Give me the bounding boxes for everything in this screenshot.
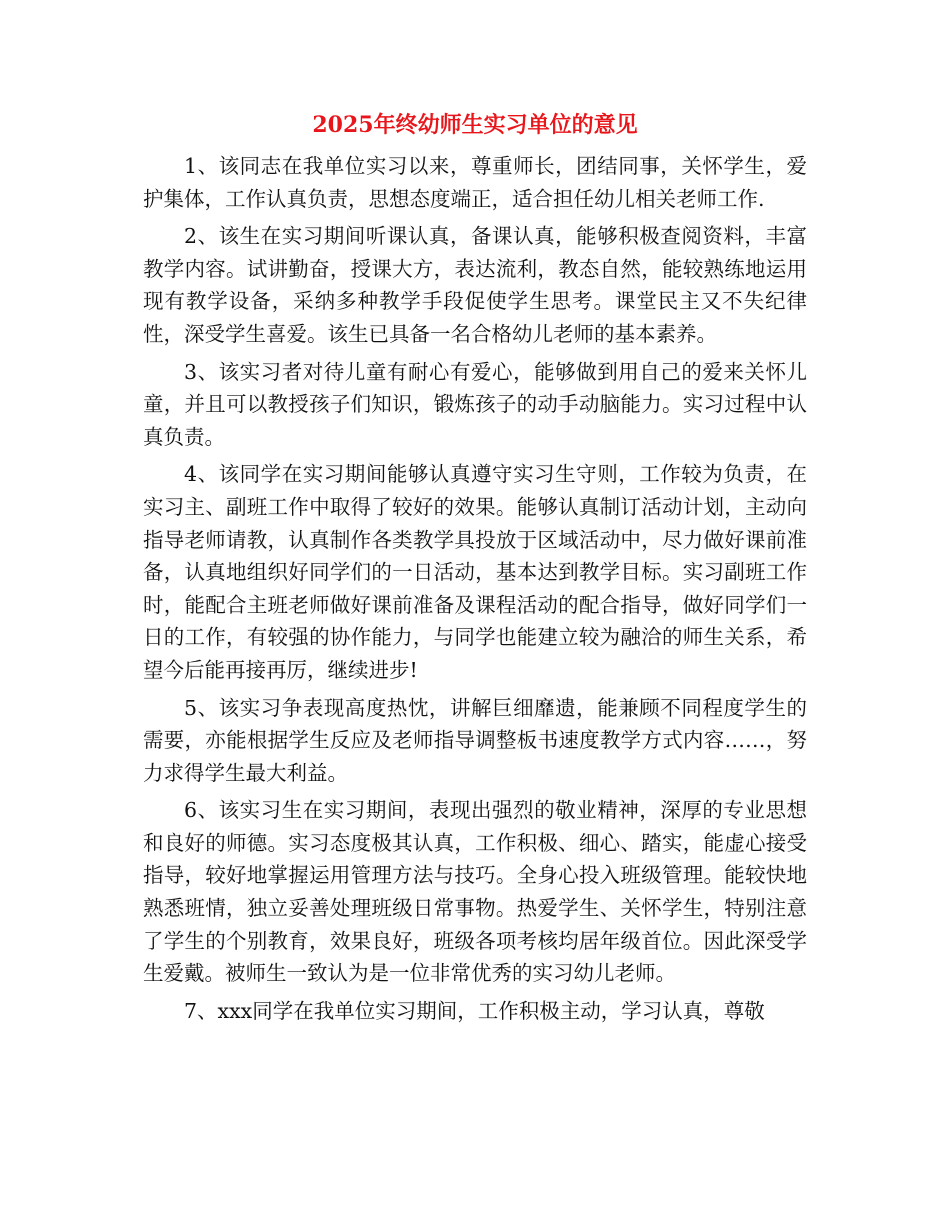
paragraph-7: 7、xxx同学在我单位实习期间，工作积极主动，学习认真，尊敬: [184, 998, 765, 1023]
document-body: [143, 150, 807, 1032]
document-title: 2025年终幼师生实习单位的意见: [312, 112, 638, 138]
paragraph-3: 3、该实习者对待儿童有耐心有爱心，能够做到用自己的爱来关怀儿童，并且可以教授孩子们知识，锻炼孩子的动手动脑能力。实习过程中认真负责。: [143, 359, 807, 449]
paragraph-2: 2、该生在实习期间听课认真，备课认真，能够积极查阅资料，丰富教学内容。试讲勤奋，授课大方，表达流利，教态自然，能较熟练地运用现有教学设备，采纳多种教学手段促使学生思考。课堂民主又不失纪律性，深受学生喜爱。该生已具备一名合格幼儿老师的基本素养。: [143, 224, 807, 346]
paragraph-5: 5、该实习争表现高度热忱，讲解巨细靡遗，能兼顾不同程度学生的需要，亦能根据学生反应及老师指导调整板书速度教学方式内容……，努力求得学生最大利益。: [143, 695, 807, 785]
paragraph-1: 1、该同志在我单位实习以来，尊重师长，团结同事，关怀学生，爱护集体，工作认真负责，思想态度端正，适合担任幼儿相关老师工作.: [143, 154, 807, 211]
paragraph-4: 4、该同学在实习期间能够认真遵守实习生守则，工作较为负责，在实习主、副班工作中取得了较好的效果。能够认真制订活动计划，主动向指导老师请教，认真制作各类教学具投放于区域活动中，尽力做好课前准备，认真地组织好同学们的一日活动，基本达到教学目标。实习副班工作时，能配合主班老师做好课前准备及课程活动的配合指导，做好同学们一日的工作，有较强的协作能力，与同学也能建立较为融洽的师生关系，希望今后能再接再厉，继续进步!: [143, 462, 807, 682]
paragraph-6: 6、该实习生在实习期间，表现出强烈的敬业精神，深厚的专业思想和良好的师德。实习态度极其认真，工作积极、细心、踏实，能虚心接受指导，较好地掌握运用管理方法与技巧。全身心投入班级管理。能较快地熟悉班情，独立妥善处理班级日常事物。热爱学生、关怀学生，特别注意了学生的个别教育，效果良好，班级各项考核均居年级首位。因此深受学生爱戴。被师生一致认为是一位非常优秀的实习幼儿老师。: [143, 798, 807, 986]
